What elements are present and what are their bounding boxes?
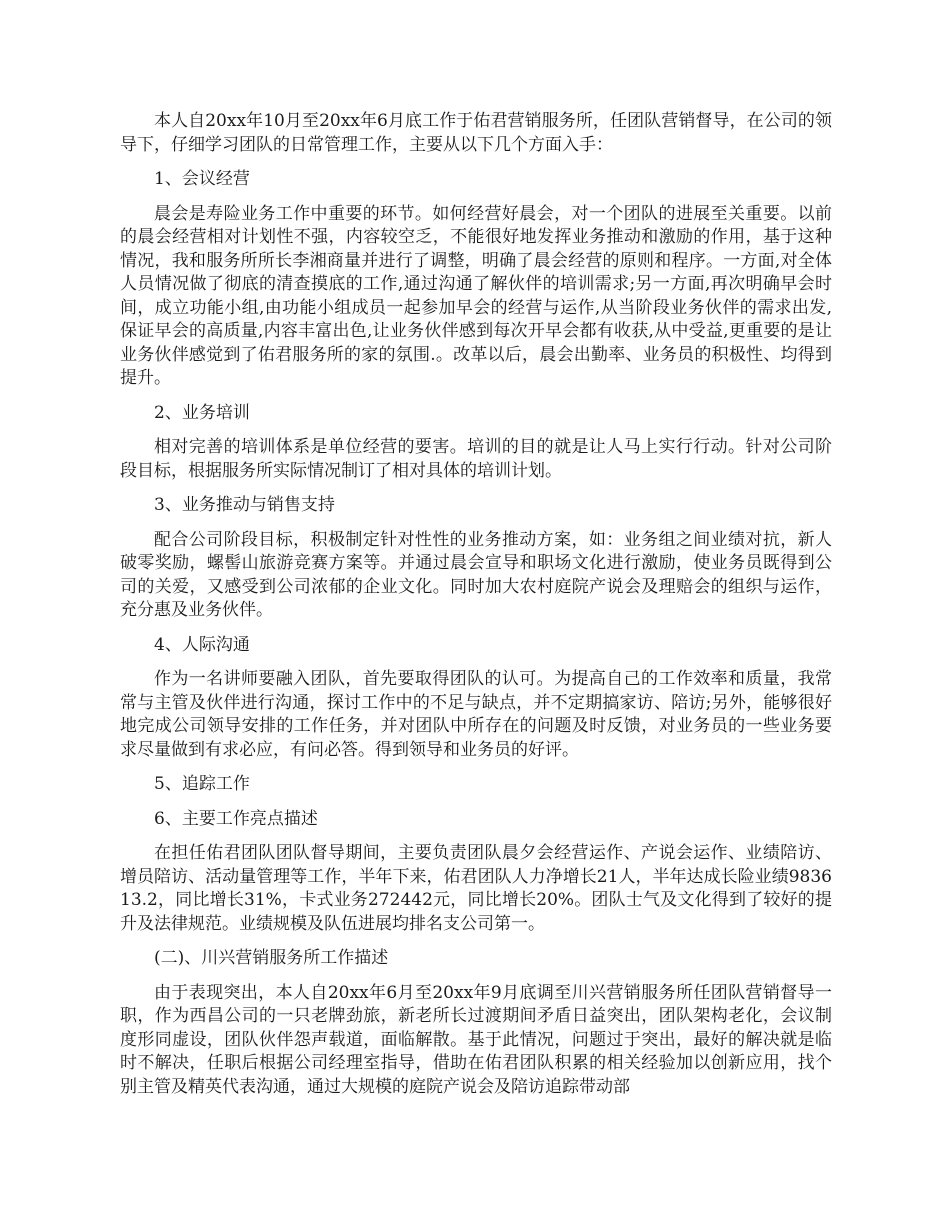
document-page	[120, 110, 832, 1110]
meeting-paragraph: 晨会是寿险业务工作中重要的环节。如何经营好晨会，对一个团队的进展至关重要。以前的晨会经营相对计划性不强，内容较空乏，不能很好地发挥业务推动和激励的作用，基于这种情况，我和服务所所长李湘商量并进行了调整，明确了晨会经营的原则和程序。一方面,对全体人员情况做了彻底的清查摸底的工作,通过沟通了解伙伴的培训需求;另一方面,再次明确早会时间，成立功能小组,由功能小组成员一起参加早会的经营与运作,从当阶段业务伙伴的需求出发,保证早会的高质量,内容丰富出色,让业务伙伴感到每次开早会都有收获,从中受益,更重要的是让业务伙伴感觉到了佑君服务所的家的氛围.。改革以后，晨会出勤率、业务员的积极性、均得到提升。	[120, 203, 832, 388]
section-heading-highlights: 6、主要工作亮点描述	[154, 808, 318, 829]
promotion-paragraph: 配合公司阶段目标，积极制定针对性性的业务推动方案，如：业务组之间业绩对抗，新人破零奖励，螺髻山旅游竞赛方案等。并通过晨会宣导和职场文化进行激励，使业务员既得到公司的关爱，又感受到公司浓郁的企业文化。同时加大农村庭院产说会及理赔会的组织与运作，充分惠及业务伙伴。	[120, 529, 832, 620]
section-heading-training: 2、业务培训	[154, 402, 250, 423]
section-heading-promotion: 3、业务推动与销售支持	[154, 495, 335, 515]
communication-paragraph: 作为一名讲师要融入团队，首先要取得团队的认可。为提高自己的工作效率和质量，我常常与主管及伙伴进行沟通，探讨工作中的不足与缺点，并不定期搞家访、陪访;另外，能够很好地完成公司领导安排的工作任务，并对团队中所存在的问题及时反馈，对业务员的一些业务要求尽量做到有求必应，有问必答。得到领导和业务员的好评。	[120, 669, 832, 760]
section-heading-chuanxing: (二)、川兴营销服务所工作描述	[154, 948, 389, 968]
chuanxing-paragraph: 由于表现突出，本人自20xx年6月至20xx年9月底调至川兴营销服务所任团队营销督导一职，作为西昌公司的一只老牌劲旅，新老所长过渡期间矛盾日益突出，团队架构老化，会议制度形同虚设，团队伙伴怨声载道，面临解散。基于此情况，问题过于突出，最好的解决就是临时不解决，任职后根据公司经理室指导，借助在佑君团队积累的相关经验加以创新应用，找个别主管及精英代表沟通，通过大规模的庭院产说会及陪访追踪带动部	[120, 982, 832, 1097]
highlights-paragraph: 在担任佑君团队团队督导期间，主要负责团队晨夕会经营运作、产说会运作、业绩陪访、增员陪访、活动量管理等工作，半年下来，佑君团队人力净增长21人，半年达成长险业绩983613.2，同比增长31%，卡式业务272442元，同比增长20%。团队士气及文化得到了较好的提升及法律规范。业绩规模及队伍进展均排名支公司第一。	[120, 843, 832, 934]
training-paragraph: 相对完善的培训体系是单位经营的要害。培训的目的就是让人马上实行行动。针对公司阶段目标，根据服务所实际情况制订了相对具体的培训计划。	[120, 437, 832, 481]
intro-paragraph: 本人自20xx年10月至20xx年6月底工作于佑君营销服务所，任团队营销督导，在公司的领导下，仔细学习团队的日常管理工作，主要从以下几个方面入手：	[120, 111, 832, 155]
section-heading-meeting: 1、会议经营	[154, 169, 250, 189]
section-heading-communication: 4、人际沟通	[154, 634, 250, 655]
section-heading-tracking: 5、追踪工作	[154, 774, 250, 794]
